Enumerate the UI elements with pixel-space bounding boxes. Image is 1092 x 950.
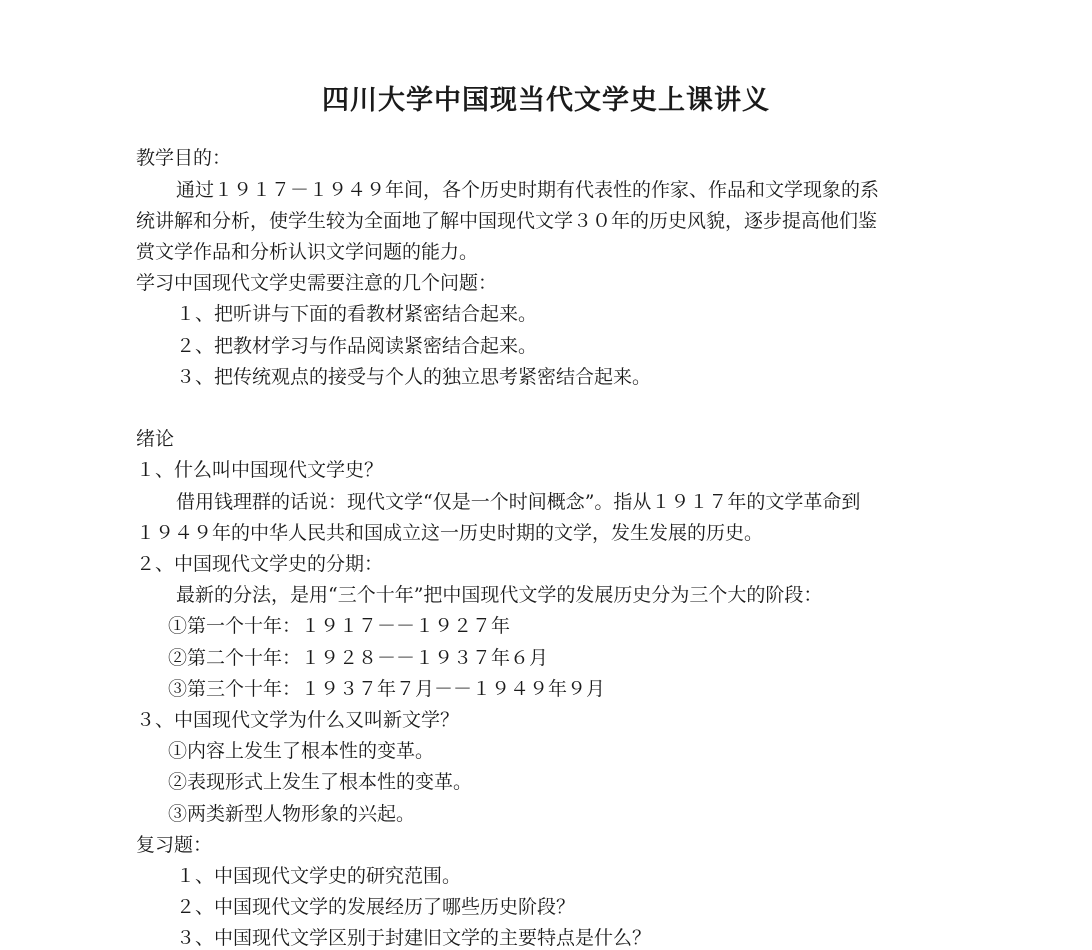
heading-review-questions: 复习题：	[136, 834, 213, 856]
heading-study-notes: 学习中国现代文学史需要注意的几个问题：	[136, 272, 498, 294]
list-item: ③第三个十年：１９３７年７月－－１９４９年９月	[168, 678, 606, 700]
paragraph-line: 最新的分法，是用“三个十年”把中国现代文学的发展历史分为三个大的阶段：	[176, 584, 823, 606]
section-heading: ２、中国现代文学史的分期：	[136, 553, 384, 575]
list-item: ①内容上发生了根本性的变革。	[168, 740, 435, 762]
heading-teaching-goal: 教学目的：	[136, 147, 232, 169]
list-item: ３、把传统观点的接受与个人的独立思考紧密结合起来。	[176, 366, 652, 388]
list-item: ③两类新型人物形象的兴起。	[168, 803, 416, 825]
list-item: ３、中国现代文学区别于封建旧文学的主要特点是什么？	[176, 927, 652, 949]
list-item: １、把听讲与下面的看教材紧密结合起来。	[176, 303, 538, 325]
paragraph-line: 借用钱理群的话说：现代文学“仅是一个时间概念”。指从１９１７年的文学革命到	[176, 491, 861, 513]
document-title: 四川大学中国现当代文学史上课讲义	[322, 85, 770, 116]
paragraph-line: 赏文学作品和分析认识文学问题的能力。	[136, 241, 479, 263]
paragraph-line: 统讲解和分析，使学生较为全面地了解中国现代文学３０年的历史风貌，逐步提高他们鉴	[136, 210, 878, 232]
heading-introduction: 绪论	[136, 428, 175, 450]
paragraph-line: １９４９年的中华人民共和国成立这一历史时期的文学，发生发展的历史。	[136, 522, 764, 544]
paragraph-line: 通过１９１７－１９４９年间，各个历史时期有代表性的作家、作品和文学现象的系	[176, 179, 880, 201]
list-item: ②表现形式上发生了根本性的变革。	[168, 771, 473, 793]
section-heading: １、什么叫中国现代文学史？	[136, 459, 384, 481]
list-item: ２、中国现代文学的发展经历了哪些历史阶段？	[176, 896, 576, 918]
section-heading: ３、中国现代文学为什么又叫新文学？	[136, 709, 460, 731]
list-item: ②第二个十年：１９２８－－１９３７年６月	[168, 647, 549, 669]
list-item: １、中国现代文学史的研究范围。	[176, 865, 462, 887]
list-item: ①第一个十年：１９１７－－１９２７年	[168, 615, 511, 637]
list-item: ２、把教材学习与作品阅读紧密结合起来。	[176, 335, 538, 357]
